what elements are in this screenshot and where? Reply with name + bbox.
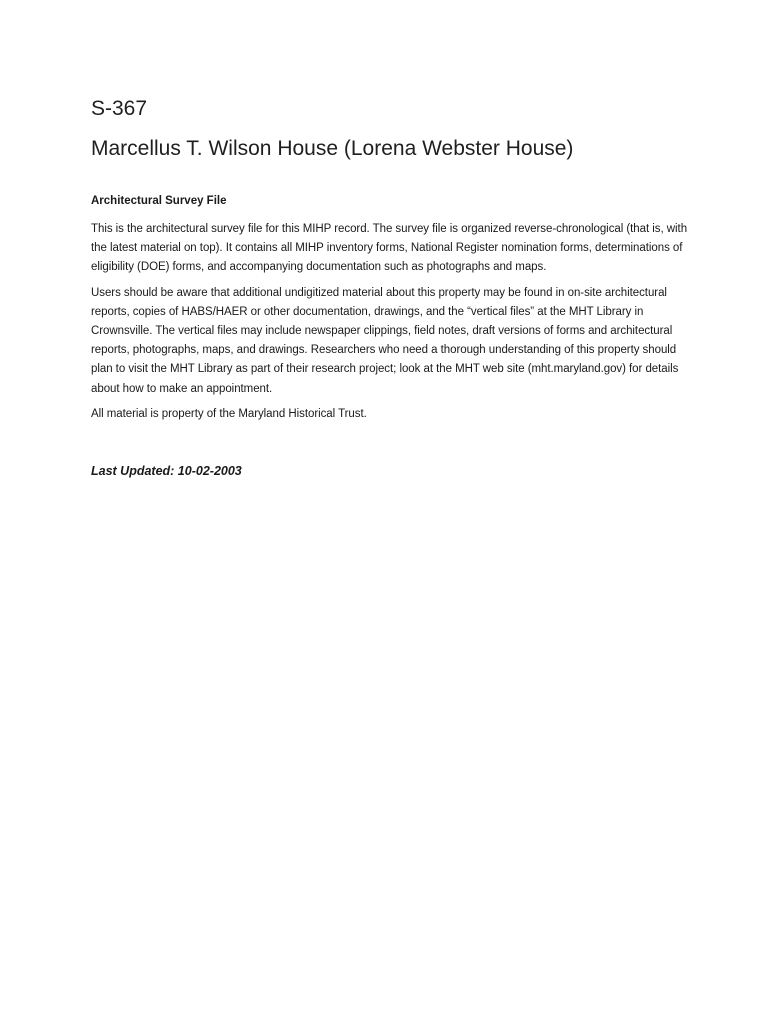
paragraph-ownership: All material is property of the Maryland Historical Trust. (91, 407, 367, 420)
property-title: Marcellus T. Wilson House (Lorena Webster House) (91, 137, 574, 160)
record-id: S-367 (91, 97, 148, 120)
paragraph-intro: This is the architectural survey file for this MIHP record. The survey file is organized reverse-chronological (that is, with the latest material on top). It contains all MIHP inventory forms, National Register nomination forms, determinations of eligibility (DOE) forms, and accompanying documentation such as photographs and maps. (91, 223, 688, 274)
last-updated: Last Updated: 10-02-2003 (91, 464, 242, 479)
section-heading: Architectural Survey File (91, 195, 227, 207)
paragraph-additional-material: Users should be aware that additional undigitized material about this property may be found in on-site architectural reports, copies of HABS/HAER or other documentation, drawings, and the “vertical files” at the MHT Library in Crownsville. The vertical files may include newspaper clippings, field notes, draft versions of forms and architectural reports, photographs, maps, and drawings. Researchers who need a thorough understanding of this property should plan to visit the MHT Library as part of their research project; look at the MHT web site (mht.maryland.gov) for details about how to make an appointment. (91, 286, 679, 395)
document-page (91, 96, 691, 480)
